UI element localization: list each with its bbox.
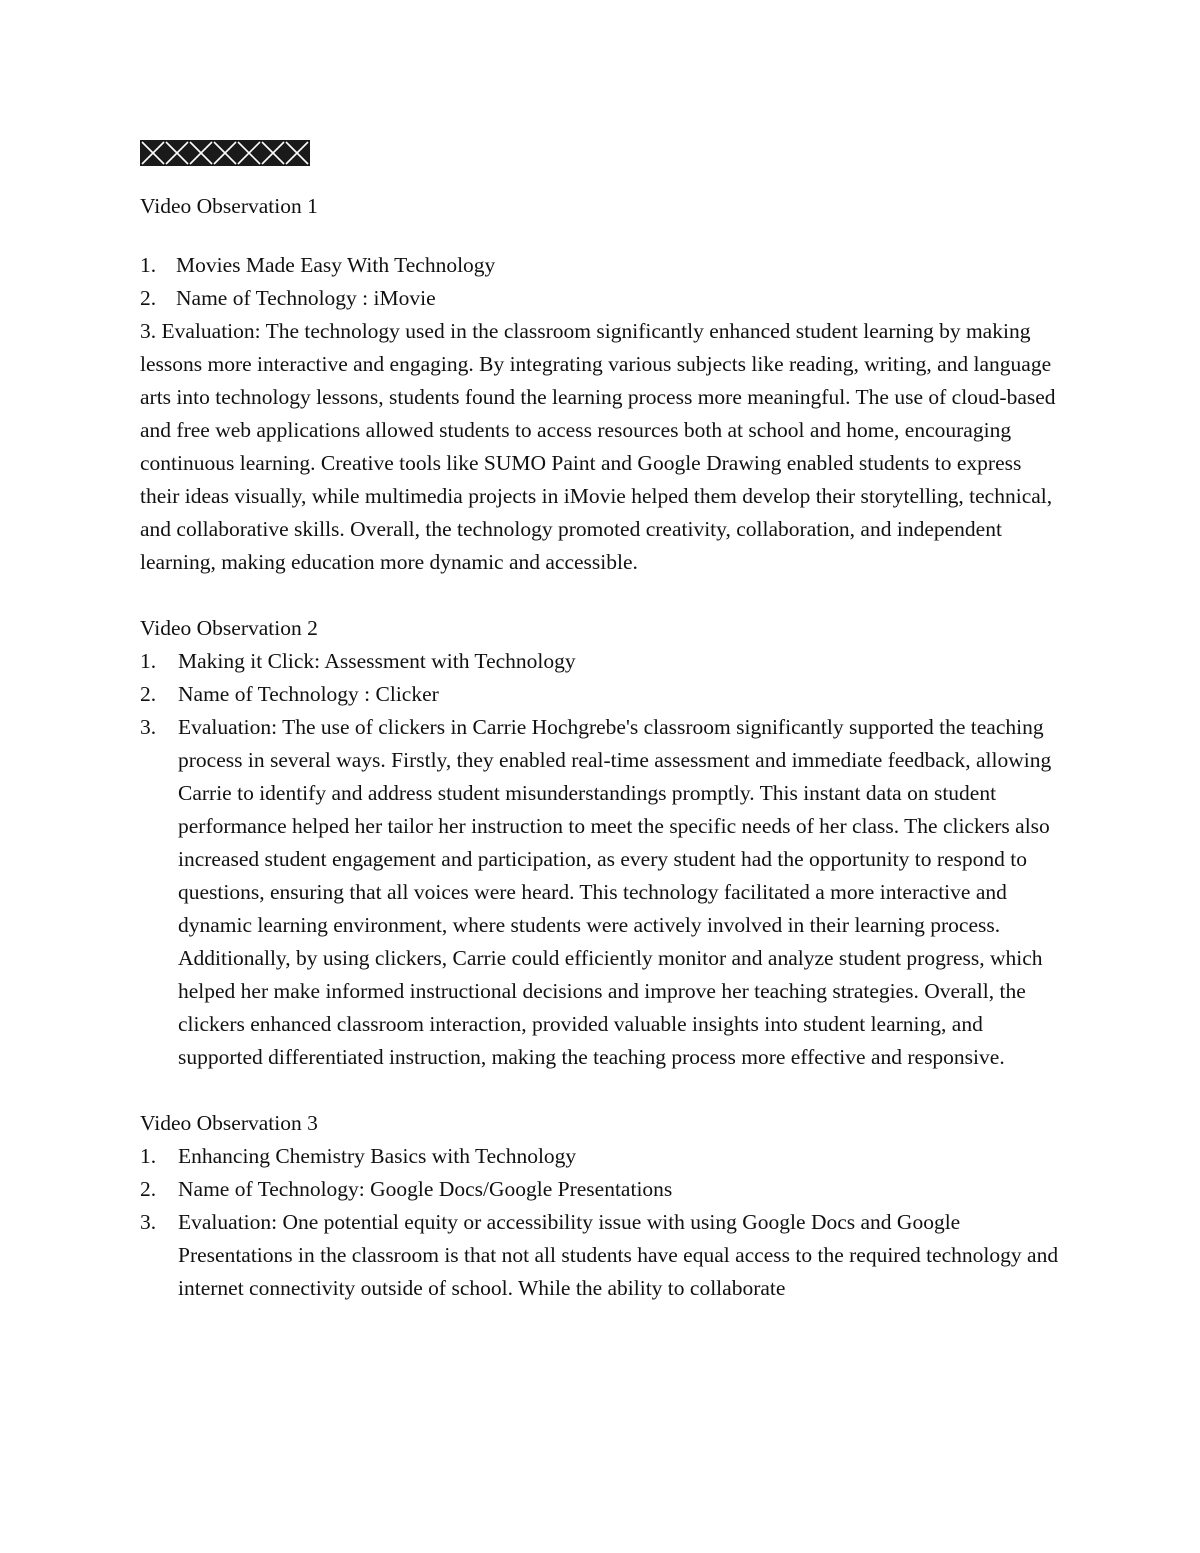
list-item: [140, 1173, 1060, 1206]
list-item: [140, 645, 1060, 678]
observation-1: [140, 190, 1060, 579]
list-number: 2.: [140, 1177, 157, 1201]
list-number: 1.: [140, 649, 157, 673]
observation-1-title: Video Observation 1: [140, 194, 318, 218]
technology-name: Name of Technology : Clicker: [178, 682, 439, 706]
document-page: [140, 140, 1060, 1305]
observation-3: [140, 1107, 1060, 1305]
technology-name: Name of Technology: Google Docs/Google Presentations: [178, 1177, 673, 1201]
redacted-name-block: [140, 140, 310, 166]
video-title: Enhancing Chemistry Basics with Technology: [178, 1144, 577, 1168]
video-title: Movies Made Easy With Technology: [176, 253, 496, 277]
list-item: [140, 1140, 1060, 1173]
observation-3-evaluation: Evaluation: One potential equity or accessibility issue with using Google Docs and Google Presentations in the classroom is that not all students have equal access to the required technology and internet connectivity outside of school. While the ability to collaborate: [178, 1210, 1059, 1300]
observation-2-list: [140, 645, 1060, 1074]
observation-2-evaluation: Evaluation: The use of clickers in Carrie Hochgrebe's classroom significantly supported the teaching process in several ways. Firstly, they enabled real-time assessment and immediate feedback, allowing Carrie to identify and address student misunderstandings promptly. This instant data on student performance helped her tailor her instruction to meet the specific needs of her class. The clickers also increased student engagement and participation, as every student had the opportunity to respond to questions, ensuring that all voices were heard. This technology facilitated a more interactive and dynamic learning environment, where students were actively involved in their learning process. Additionally, by using clickers, Carrie could efficiently monitor and analyze student progress, which helped her make informed instructional decisions and improve her teaching strategies. Overall, the clickers enhanced classroom interaction, provided valuable insights into student learning, and supported differentiated instruction, making the teaching process more effective and responsive.: [178, 715, 1052, 1069]
observation-1-evaluation: 3. Evaluation: The technology used in the classroom significantly enhanced student learning by making lessons more interactive and engaging. By integrating various subjects like reading, writing, and language arts into technology lessons, students found the learning process more meaningful. The use of cloud-based and free web applications allowed students to access resources both at school and home, encouraging continuous learning. Creative tools like SUMO Paint and Google Drawing enabled students to express their ideas visually, while multimedia projects in iMovie helped them develop their storytelling, technical, and collaborative skills. Overall, the technology promoted creativity, collaboration, and independent learning, making education more dynamic and accessible.: [140, 319, 1056, 574]
list-item: [140, 711, 1060, 1074]
observation-2-title: Video Observation 2: [140, 616, 318, 640]
observation-2: [140, 612, 1060, 1074]
observation-1-list: [140, 249, 1060, 315]
list-number: 1.: [140, 1144, 157, 1168]
observation-3-list: [140, 1140, 1060, 1305]
technology-name: Name of Technology : iMovie: [176, 286, 436, 310]
list-item: [140, 282, 1060, 315]
list-item: [140, 678, 1060, 711]
video-title: Making it Click: Assessment with Technology: [178, 649, 576, 673]
observation-3-title: Video Observation 3: [140, 1111, 318, 1135]
list-number: 3.: [140, 715, 157, 739]
list-number: 1.: [140, 253, 157, 277]
list-number: 2.: [140, 286, 157, 310]
list-number: 3.: [140, 1210, 157, 1234]
list-number: 2.: [140, 682, 157, 706]
list-item: [140, 249, 1060, 282]
list-item: [140, 1206, 1060, 1305]
